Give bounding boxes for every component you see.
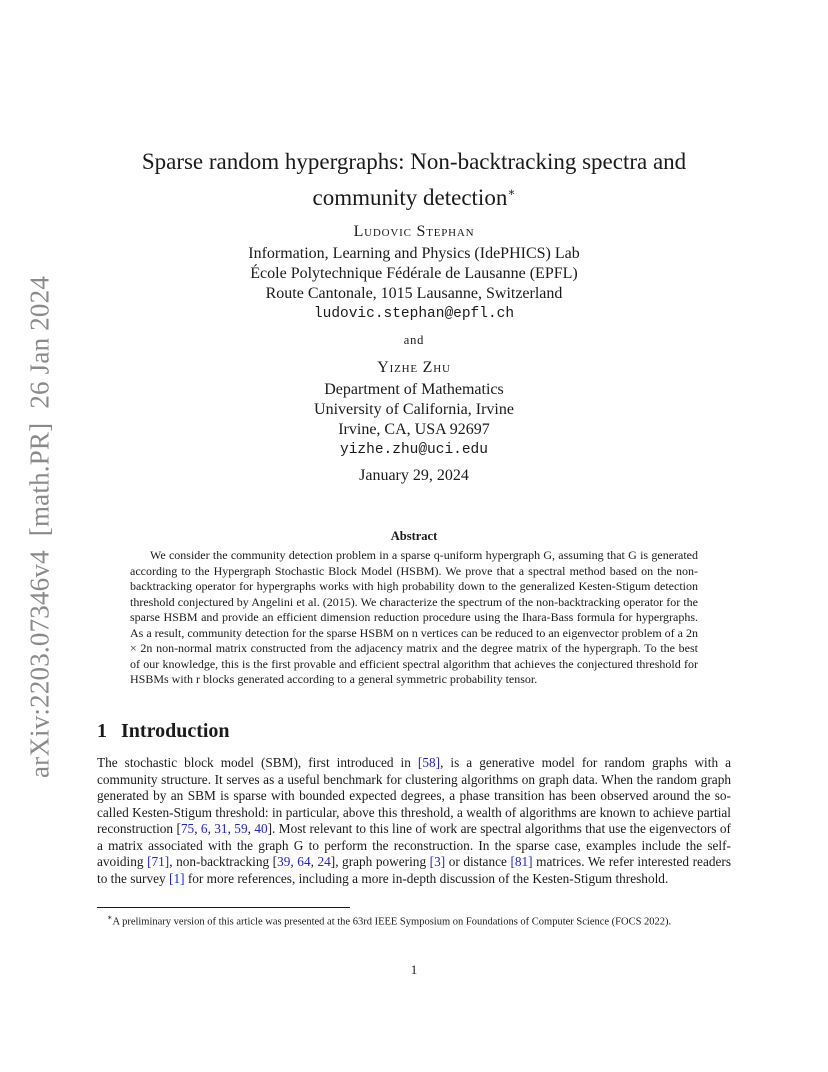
title-line-1: Sparse random hypergraphs: Non-backtracking spectra and bbox=[141, 149, 687, 174]
citation-link[interactable]: 59 bbox=[234, 821, 248, 836]
section-number: 1 bbox=[97, 720, 107, 742]
page-number: 1 bbox=[410, 962, 418, 977]
arxiv-category: [math.PR] bbox=[24, 422, 55, 537]
footnote-text: A preliminary version of this article was presented at the 63rd IEEE Symposium on Foundations of Computer Science (FOCS 2022). bbox=[112, 916, 672, 928]
abstract-text: We consider the community detection problem in a sparse q-uniform hypergraph G, assuming that G is generated according to the Hypergraph Stochastic Block Model (HSBM). We prove that a spectral method based on the non-backtracking operator for hypergraphs works with high probability down to the generalized Kesten-Stigum detection threshold conjectured by Angelini et al. (2015). We characterize the spectrum of the non-backtracking operator for the sparse HSBM and provide an efficient dimension reduction procedure using the Ihara-Bass formula for hypergraphs. As a result, community detection for the sparse HSBM on n vertices can be reduced to an eigenvector problem of a 2n × 2n non-normal matrix constructed from the adjacency matrix and the degree matrix of the hypergraph. To the best of our knowledge, this is the first provable and efficient spectral algorithm that achieves the conjectured threshold for HSBMs with r blocks generated according to a general symmetric probability tensor. bbox=[130, 548, 698, 686]
citation-link[interactable]: 31 bbox=[214, 821, 228, 836]
citation-link[interactable]: 24 bbox=[317, 854, 331, 869]
author-affiliation: University of California, Irvine bbox=[314, 401, 514, 418]
arxiv-date: 26 Jan 2024 bbox=[24, 275, 55, 409]
title-footnote-mark: ∗ bbox=[507, 185, 516, 199]
author-affiliation: Information, Learning and Physics (IdePHICS) Lab bbox=[248, 245, 580, 262]
arxiv-identifier-stamp bbox=[25, 262, 56, 778]
citation-link[interactable]: 40 bbox=[254, 821, 268, 836]
abstract-heading: Abstract bbox=[390, 529, 438, 543]
citation-link[interactable]: 6 bbox=[200, 821, 208, 836]
author-email[interactable]: yizhe.zhu@uci.edu bbox=[340, 442, 488, 458]
citation-link[interactable]: [81] bbox=[510, 854, 533, 869]
citation-link[interactable]: 75 bbox=[180, 821, 195, 836]
citation-link[interactable]: 39 bbox=[277, 854, 291, 869]
author-affiliation: Department of Mathematics bbox=[324, 381, 504, 398]
author-affiliation: École Polytechnique Fédérale de Lausanne (EPFL) bbox=[250, 265, 578, 282]
section-heading bbox=[97, 720, 230, 743]
citation-link[interactable]: [58] bbox=[417, 755, 441, 770]
citation-link[interactable]: 64 bbox=[297, 854, 311, 869]
author-email[interactable]: ludovic.stephan@epfl.ch bbox=[313, 306, 515, 322]
citation-link[interactable]: [71] bbox=[147, 854, 170, 869]
and-separator: and bbox=[403, 333, 425, 347]
footnote-mark: ∗ bbox=[107, 913, 113, 922]
section-title: Introduction bbox=[121, 720, 230, 742]
citation-link[interactable]: [3] bbox=[429, 854, 446, 869]
title-line-2: community detection∗ bbox=[312, 185, 516, 210]
citation-link[interactable]: [1] bbox=[169, 870, 185, 886]
footnote bbox=[97, 911, 731, 930]
footnote-divider bbox=[97, 907, 350, 908]
author-name: Yizhe Zhu bbox=[377, 359, 451, 376]
author-address: Route Cantonale, 1015 Lausanne, Switzerland bbox=[265, 285, 563, 302]
paper-date: January 29, 2024 bbox=[359, 467, 469, 484]
arxiv-id: arXiv:2203.07346v4 bbox=[24, 550, 55, 779]
author-address: Irvine, CA, USA 92697 bbox=[338, 421, 490, 438]
author-block-1 bbox=[100, 222, 728, 324]
author-block-2 bbox=[100, 358, 728, 460]
paper-title bbox=[100, 146, 728, 213]
introduction-paragraph: The stochastic block model (SBM), first introduced in [58], is a generative model for random graphs with a community structure. It serves as a useful benchmark for clustering algorithms on graph data. When the random graph generated by an SBM is sparse with bounded expected degrees, a phase transition has been observed around the so-called Kesten-Stigum threshold: in particular, above this threshold, a wealth of algorithms are known to achieve partial reconstruction [75, 6, 31, 59, 40]. Most relevant to this line of work are spectral algorithms that use the eigenvectors of a matrix associated with the graph G to perform the reconstruction. In the sparse case, examples include the self-avoiding [71], non-backtracking [39, 64, 24], graph powering [3] or distance [81] matrices. We refer interested readers to the survey [1] for more references, including a more in-depth discussion of the Kesten-Stigum threshold. bbox=[97, 755, 732, 886]
author-name: Ludovic Stephan bbox=[353, 223, 475, 240]
